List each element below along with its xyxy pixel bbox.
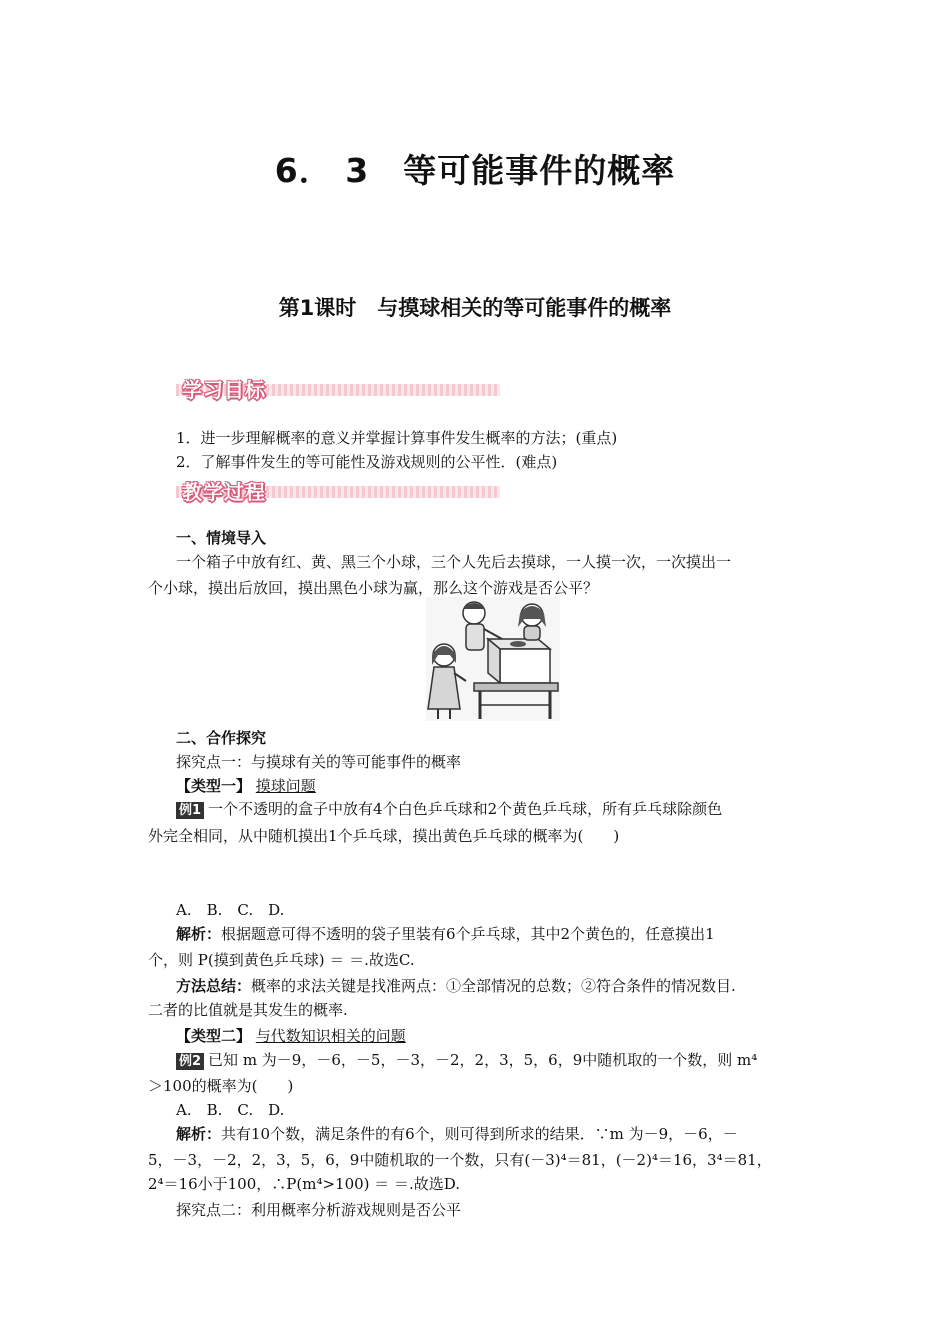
type-2-heading bbox=[176, 1024, 808, 1048]
banner-label: 学习目标 bbox=[182, 378, 266, 402]
intro-line-2: 个小球，摸出后放回，摸出黑色小球为赢，那么这个游戏是否公平？ bbox=[148, 579, 599, 597]
analysis-text: 共有10个数，满足条件的有6个，则可得到所求的结果．∵m 为－9，－6，－ bbox=[221, 1125, 738, 1143]
section-heading-2: 二、合作探究 bbox=[176, 729, 267, 747]
example-2-line-1 bbox=[176, 1048, 808, 1072]
goal-1: 1．进一步理解概率的意义并掌握计算事件发生概率的方法；(重点) bbox=[176, 429, 618, 447]
example-2-line-2: ＞100的概率为( ) bbox=[148, 1077, 294, 1095]
example-2-text: 已知 m 为－9，－6，－5，－3，－2，2，3，5，6，9中随机取的一个数，则 m⁴ bbox=[208, 1051, 758, 1069]
banner-label: 教学过程 bbox=[182, 480, 266, 504]
example-2-analysis-line-1 bbox=[176, 1122, 808, 1146]
example-2-badge: 例2 bbox=[176, 1053, 204, 1070]
lesson-subtitle: 第1课时 与摸球相关的等可能事件的概率 bbox=[278, 296, 672, 320]
children-drawing-balls-illustration bbox=[426, 597, 560, 721]
example-1-line-1 bbox=[176, 797, 808, 821]
method-label: 方法总结： bbox=[176, 977, 252, 995]
example-2-analysis-line-2: 5，－3，－2，2，3，5，6，9中随机取的一个数，只有(－3)⁴＝81，(－2)⁴＝16，3⁴＝81， bbox=[148, 1151, 772, 1169]
method-summary-line-1 bbox=[176, 974, 808, 998]
type-1-tag: 【类型一】 bbox=[176, 777, 252, 795]
analysis-label: 解析： bbox=[176, 925, 222, 943]
example-1-badge: 例1 bbox=[176, 802, 204, 819]
goal-2: 2．了解事件发生的等可能性及游戏规则的公平性．(难点) bbox=[176, 453, 558, 471]
type-2-title: 与代数知识相关的问题 bbox=[255, 1027, 406, 1045]
intro-line-1: 一个箱子中放有红、黄、黑三个小球，三个人先后去摸球，一人摸一次，一次摸出一 bbox=[176, 553, 732, 571]
section-heading-1: 一、情境导入 bbox=[176, 529, 267, 547]
example-1-analysis-line-2: 个，则 P(摸到黄色乒乓球) ＝ ＝.故选C. bbox=[148, 951, 415, 969]
method-text: 概率的求法关键是找准两点：①全部情况的总数；②符合条件的情况数目. bbox=[251, 977, 736, 995]
example-2-options: A. B. C. D. bbox=[176, 1101, 285, 1119]
analysis-text: 根据题意可得不透明的袋子里装有6个乒乓球，其中2个黄色的，任意摸出1 bbox=[221, 925, 715, 943]
explore-point-1: 探究点一：与摸球有关的等可能事件的概率 bbox=[176, 753, 462, 771]
explore-point-2: 探究点二：利用概率分析游戏规则是否公平 bbox=[176, 1201, 462, 1219]
example-1-options: A. B. C. D. bbox=[176, 901, 285, 919]
banner-teaching-process bbox=[176, 476, 500, 506]
example-1-analysis-line-1 bbox=[176, 922, 808, 946]
page-title: 6． 3 等可能事件的概率 bbox=[274, 151, 676, 190]
example-1-line-2: 外完全相同，从中随机摸出1个乒乓球，摸出黄色乒乓球的概率为( ) bbox=[148, 827, 620, 845]
example-1-text: 一个不透明的盒子中放有4个白色乒乓球和2个黄色乒乓球，所有乒乓球除颜色 bbox=[208, 800, 723, 818]
analysis-label: 解析： bbox=[176, 1125, 222, 1143]
banner-learning-goals bbox=[176, 374, 500, 404]
type-1-heading bbox=[176, 774, 808, 798]
type-1-title: 摸球问题 bbox=[255, 777, 316, 795]
example-2-analysis-line-3: 2⁴＝16小于100，∴P(m⁴>100) ＝ ＝.故选D. bbox=[148, 1175, 461, 1193]
type-2-tag: 【类型二】 bbox=[176, 1027, 252, 1045]
method-summary-line-2: 二者的比值就是其发生的概率. bbox=[148, 1001, 348, 1019]
